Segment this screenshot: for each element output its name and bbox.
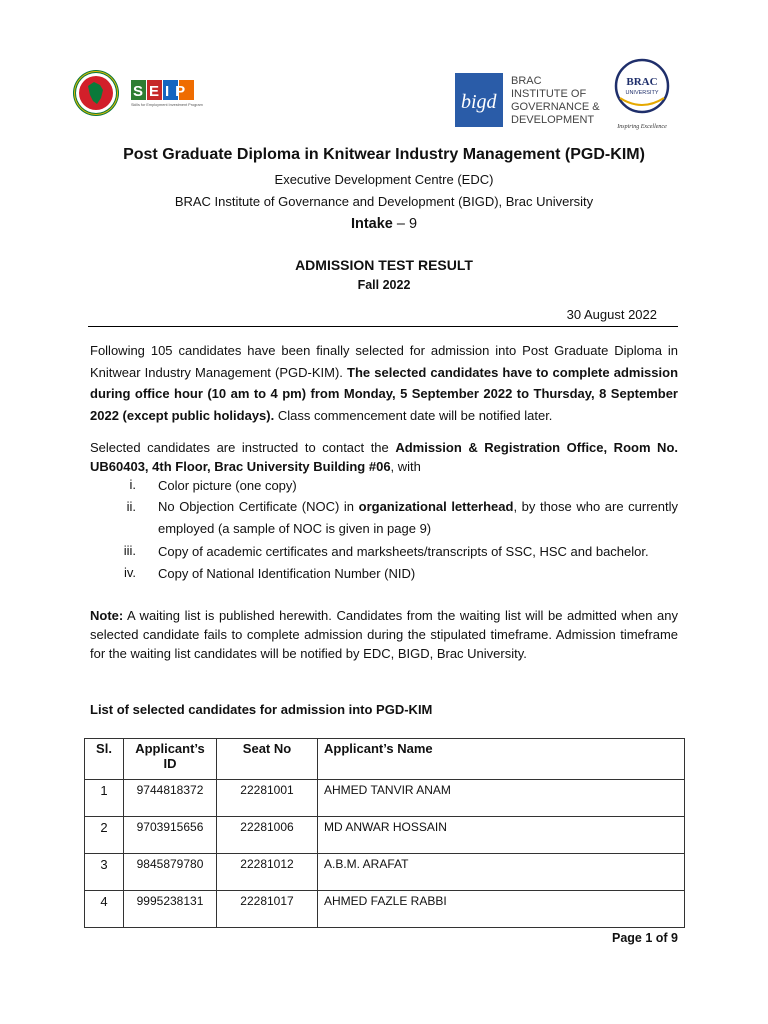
seip-wordmark: SEIP	[133, 83, 192, 100]
cell-seat-no: 22281006	[217, 817, 318, 854]
term-label: Fall 2022	[357, 278, 411, 292]
intro-paragraph	[90, 340, 678, 426]
table-caption: List of selected candidates for admission into PGD-KIM	[90, 702, 433, 717]
page-total: 9	[671, 931, 678, 945]
bigd-name-line-1: BRAC	[511, 75, 542, 87]
intro-admission-window: The selected candidates have to complete admission during office hour (10 am to 4 pm) from Monday, 5 September 2022 to Thursday, 8 September 2022 (except public holidays).	[90, 364, 679, 423]
list-item-number: ii.	[126, 499, 136, 514]
list-item-number: iv.	[123, 565, 136, 580]
bigd-name-line-3: GOVERNANCE &	[511, 101, 600, 113]
col-header-serial: Sl.	[85, 739, 124, 780]
note-text: A waiting list is published herewith. Candidates from the waiting list will be admitted when any selected candidate fails to complete admission during the stipulated timeframe. Admission timeframe for the waiting list candidates will be notified by EDC, BIGD, Brac University.	[90, 608, 678, 661]
cell-applicant-name: AHMED TANVIR ANAM	[318, 780, 685, 817]
bigd-mark: bigd	[461, 91, 497, 113]
intake-line	[0, 216, 768, 232]
instructions-tail: , with	[390, 459, 421, 474]
bigd-logo	[455, 72, 603, 128]
instructions-lead: Selected candidates are instructed to contact the	[90, 440, 396, 455]
page-of: of	[652, 931, 672, 945]
noc-text-post: , by those who are currently employed (a sample of NOC is given in page 9)	[158, 499, 678, 536]
brac-university-logo	[604, 58, 684, 132]
table-row	[85, 854, 685, 891]
bigd-name-line-2: INSTITUTE OF	[511, 88, 587, 100]
list-item-text: Copy of academic certificates and marksheets/transcripts of SSC, HSC and bachelor.	[158, 544, 649, 559]
cell-applicant-name: AHMED FAZLE RABBI	[318, 891, 685, 928]
brac-wordmark: BRAC	[626, 76, 658, 88]
table-row	[85, 780, 685, 817]
intake-number: 9	[408, 216, 418, 232]
notice-date: 30 August 2022	[566, 307, 657, 322]
intro-text: Following 105 candidates have been finally selected for admission into Post Graduate Diploma in Knitwear Industry Management (PGD-KIM).	[90, 343, 678, 380]
program-title: Post Graduate Diploma in Knitwear Industry Management (PGD-KIM)	[123, 146, 645, 163]
cell-applicant-id: 9845879780	[124, 854, 217, 891]
cell-serial: 4	[85, 891, 124, 928]
cell-seat-no: 22281001	[217, 780, 318, 817]
table-row	[85, 817, 685, 854]
admission-office-location: Admission & Registration Office, Room No. UB60403, 4th Floor, Brac University Building #06	[90, 440, 679, 474]
cell-applicant-name: A.B.M. ARAFAT	[318, 854, 685, 891]
list-item-text: Color picture (one copy)	[158, 478, 297, 493]
list-item-number: iii.	[123, 543, 136, 558]
cell-serial: 1	[85, 780, 124, 817]
page-prefix: Page	[611, 931, 646, 945]
noc-letterhead: organizational letterhead	[358, 499, 514, 514]
note-label: Note:	[90, 608, 124, 623]
seip-logo	[130, 78, 210, 108]
header-divider	[88, 326, 678, 327]
table-row	[85, 891, 685, 928]
brac-tagline: Inspiring Excellence	[617, 124, 667, 130]
cell-applicant-id: 9995238131	[124, 891, 217, 928]
cell-applicant-id: 9744818372	[124, 780, 217, 817]
cell-applicant-name: MD ANWAR HOSSAIN	[318, 817, 685, 854]
col-header-applicant-name: Applicant’s Name	[318, 739, 685, 780]
bigd-name-line-4: DEVELOPMENT	[511, 114, 595, 126]
bangladesh-government-logo	[70, 68, 126, 118]
list-item-text	[158, 496, 678, 539]
col-header-applicant-id: Applicant’s ID	[124, 739, 217, 780]
table-header-row	[85, 739, 685, 780]
list-item-number: i.	[129, 477, 136, 492]
cell-applicant-id: 9703915656	[124, 817, 217, 854]
instructions-paragraph	[90, 438, 678, 476]
intake-dash: –	[392, 216, 409, 232]
noc-text-pre: No Objection Certificate (NOC) in	[158, 499, 359, 514]
page-number	[612, 931, 678, 945]
centre-name: Executive Development Centre (EDC)	[274, 172, 494, 187]
col-header-seat-no: Seat No	[217, 739, 318, 780]
cell-serial: 2	[85, 817, 124, 854]
cell-seat-no: 22281012	[217, 854, 318, 891]
seip-tagline: Skills for Employment Investment Program	[131, 103, 203, 107]
cell-serial: 3	[85, 854, 124, 891]
page-current: 1	[645, 931, 653, 945]
selected-candidates-table	[84, 738, 685, 928]
institute-name: BRAC Institute of Governance and Development (BIGD), Brac University	[174, 194, 594, 209]
brac-university-word: UNIVERSITY	[625, 90, 659, 96]
list-item-text: Copy of National Identification Number (NID)	[158, 566, 416, 581]
intake-label: Intake	[350, 216, 393, 232]
waiting-list-note	[90, 606, 678, 663]
result-title: ADMISSION TEST RESULT	[295, 257, 473, 273]
intro-commencement: Class commencement date will be notified later.	[274, 407, 553, 423]
cell-seat-no: 22281017	[217, 891, 318, 928]
